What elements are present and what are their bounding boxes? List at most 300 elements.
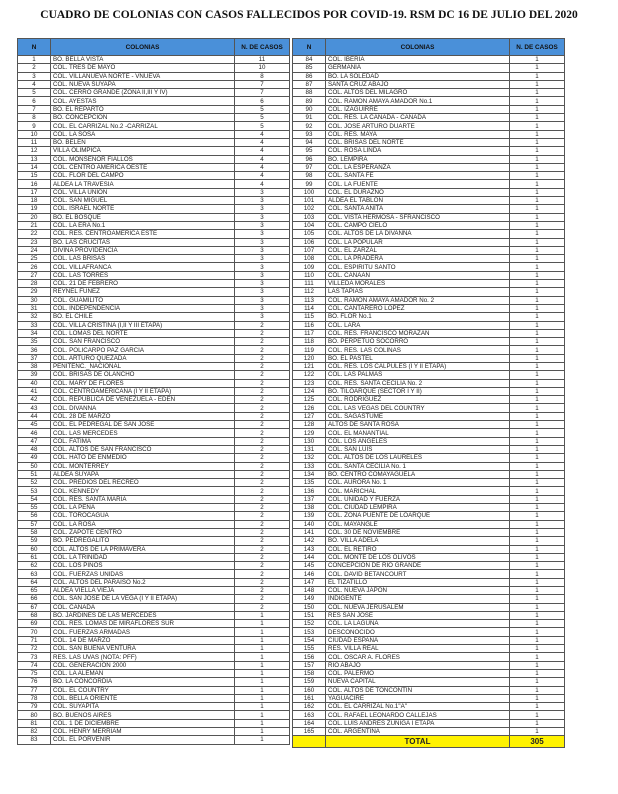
table-row (18, 346, 290, 354)
table-row (18, 230, 290, 238)
row-number: 26 (18, 263, 51, 271)
case-count: 2 (235, 454, 290, 462)
header-n: N (293, 39, 326, 56)
table-row (18, 313, 290, 321)
row-number: 140 (293, 520, 326, 528)
colonia-name: COL. ARGENTINA (326, 728, 510, 736)
colonia-name: COL. RES. LA CAÑADA - CAÑADA (326, 114, 510, 122)
table-row (18, 321, 290, 329)
row-number: 7 (18, 105, 51, 113)
row-number: 149 (293, 595, 326, 603)
table-row (18, 147, 290, 155)
case-count: 2 (235, 412, 290, 420)
row-number: 28 (18, 280, 51, 288)
case-count: 3 (235, 271, 290, 279)
case-count: 4 (235, 130, 290, 138)
row-number: 102 (293, 205, 326, 213)
row-number: 31 (18, 304, 51, 312)
row-number: 34 (18, 329, 51, 337)
colonia-name: COL. POLICARPO PAZ GARCIA (51, 346, 235, 354)
colonia-name: COL. MONTE DE LOS OLIVOS (326, 553, 510, 561)
row-number: 160 (293, 686, 326, 694)
left-table (17, 38, 290, 745)
case-count: 1 (510, 587, 565, 595)
case-count: 1 (510, 122, 565, 130)
table-row (293, 362, 565, 370)
table-row (18, 338, 290, 346)
table-row (293, 686, 565, 694)
case-count: 1 (510, 653, 565, 661)
colonia-name: COL. VILLA UNION (51, 188, 235, 196)
table-row (18, 56, 290, 64)
table-row (293, 528, 565, 536)
colonia-name: COL. LUIS ANDRES ZUNIGA I ETAPA (326, 719, 510, 727)
table-row (18, 64, 290, 72)
case-count: 1 (510, 578, 565, 586)
table-row (18, 661, 290, 669)
case-count: 2 (235, 387, 290, 395)
table-row (18, 396, 290, 404)
colonia-name: BO. EL CHILE (51, 313, 235, 321)
case-count: 3 (235, 213, 290, 221)
case-count: 3 (235, 313, 290, 321)
row-number: 138 (293, 504, 326, 512)
case-count: 1 (510, 130, 565, 138)
case-count: 3 (235, 255, 290, 263)
row-number: 87 (293, 80, 326, 88)
table-row (18, 329, 290, 337)
case-count: 1 (235, 628, 290, 636)
case-count: 1 (510, 304, 565, 312)
case-count: 1 (235, 611, 290, 619)
colonia-name: COL. SANTA CECILIA No. 1 (326, 462, 510, 470)
table-row (293, 105, 565, 113)
table-row (293, 545, 565, 553)
colonia-name: BO. BUENOS AIRES (51, 711, 235, 719)
row-number: 9 (18, 122, 51, 130)
case-count: 1 (510, 64, 565, 72)
table-row (293, 661, 565, 669)
colonia-name: COL. LOS ANGELES (326, 437, 510, 445)
row-number: 152 (293, 620, 326, 628)
table-row (293, 263, 565, 271)
table-row (293, 80, 565, 88)
table-row (293, 238, 565, 246)
colonia-name: ALDEA VIELLA VIEJA (51, 587, 235, 595)
case-count: 1 (510, 719, 565, 727)
case-count: 2 (235, 570, 290, 578)
case-count: 1 (510, 728, 565, 736)
table-row (293, 429, 565, 437)
colonia-name: COL. NUEVA SUYAPA (51, 80, 235, 88)
colonia-name: REYNEL FUNEZ (51, 288, 235, 296)
table-row (18, 404, 290, 412)
colonia-name: BO. PEDREGALITO (51, 537, 235, 545)
colonia-name: COL. EL RETIRO (326, 545, 510, 553)
colonia-name: DIVINA PROVIDENCIA (51, 246, 235, 254)
colonia-name: BO. VILLA ADELA (326, 537, 510, 545)
colonia-name: COL. VILLA CRISTINA (I,II Y III ETAPA) (51, 321, 235, 329)
colonia-name: COL. CANAAN (326, 271, 510, 279)
row-number: 65 (18, 587, 51, 595)
case-count: 1 (510, 562, 565, 570)
table-row (18, 213, 290, 221)
colonia-name: ALDEA SUYAPA (51, 470, 235, 478)
row-number: 14 (18, 163, 51, 171)
case-count: 1 (235, 645, 290, 653)
table-row (18, 354, 290, 362)
row-number: 148 (293, 587, 326, 595)
colonia-name: ALDEA LA TRAVESIA (51, 180, 235, 188)
row-number: 112 (293, 288, 326, 296)
table-row (18, 603, 290, 611)
row-number: 124 (293, 387, 326, 395)
colonia-name: BO. PERPETUO SOCORRO (326, 338, 510, 346)
colonia-name: COL. EL CARRIZAL No.2 -CARRIZAL (51, 122, 235, 130)
colonia-name: COL. OSCAR A. FLORES (326, 653, 510, 661)
colonia-name: RIO ABAJO (326, 661, 510, 669)
case-count: 1 (235, 653, 290, 661)
case-count: 2 (235, 553, 290, 561)
colonia-name: BO. LEMPIRA (326, 155, 510, 163)
colonia-name: COL. LA ERA No.1 (51, 221, 235, 229)
colonia-name: COL. SAGASTUME (326, 412, 510, 420)
table-row (18, 72, 290, 80)
case-count: 1 (235, 694, 290, 702)
row-number: 107 (293, 246, 326, 254)
row-number: 101 (293, 197, 326, 205)
row-number: 150 (293, 603, 326, 611)
row-number: 126 (293, 404, 326, 412)
row-number: 154 (293, 636, 326, 644)
case-count: 2 (235, 537, 290, 545)
row-number: 91 (293, 114, 326, 122)
row-number: 57 (18, 520, 51, 528)
table-row (293, 719, 565, 727)
case-count: 1 (510, 329, 565, 337)
row-number: 156 (293, 653, 326, 661)
table-row (18, 97, 290, 105)
colonia-name: COL. LA PEÑA (51, 504, 235, 512)
table-row (18, 263, 290, 271)
colonia-name: COL. 21 DE FEBRERO (51, 280, 235, 288)
colonia-name: RES SAN JOSE (326, 611, 510, 619)
case-count: 1 (510, 487, 565, 495)
colonia-name: BO. CONCEPCION (51, 114, 235, 122)
row-number: 56 (18, 512, 51, 520)
table-row (18, 479, 290, 487)
case-count: 1 (510, 379, 565, 387)
row-number: 16 (18, 180, 51, 188)
case-count: 2 (235, 404, 290, 412)
table-row (18, 255, 290, 263)
table-row (18, 221, 290, 229)
case-count: 1 (235, 711, 290, 719)
table-row (293, 147, 565, 155)
table-row (293, 379, 565, 387)
case-count: 3 (235, 205, 290, 213)
colonia-name: COL. NUEVA JERUSALEM (326, 603, 510, 611)
table-row (293, 504, 565, 512)
colonia-name: COL. RES. LOS CALPULES (I Y II ETAPA) (326, 362, 510, 370)
table-row (18, 172, 290, 180)
row-number: 92 (293, 122, 326, 130)
colonia-name: BO. JARDINES DE LAS MERCEDES (51, 611, 235, 619)
table-row (293, 64, 565, 72)
case-count: 1 (510, 528, 565, 536)
colonia-name: COL. LA ROSA (51, 520, 235, 528)
case-count: 1 (510, 205, 565, 213)
case-count: 4 (235, 138, 290, 146)
table-row (293, 246, 565, 254)
case-count: 1 (510, 221, 565, 229)
table-row (18, 114, 290, 122)
table-row (293, 454, 565, 462)
row-number: 121 (293, 362, 326, 370)
table-row (293, 412, 565, 420)
case-count: 1 (510, 321, 565, 329)
table-row (18, 437, 290, 445)
table-row (293, 338, 565, 346)
table-row (18, 462, 290, 470)
row-number: 113 (293, 296, 326, 304)
row-number: 78 (18, 694, 51, 702)
table-row (293, 470, 565, 478)
colonia-name: COL. SUYAPITA (51, 703, 235, 711)
case-count: 2 (235, 562, 290, 570)
case-count: 2 (235, 338, 290, 346)
row-number: 22 (18, 230, 51, 238)
colonia-name: COL. MAYANGLE (326, 520, 510, 528)
colonia-name: COL. RES. MAYA (326, 130, 510, 138)
table-row (293, 520, 565, 528)
colonia-name: COL. UNIDAD Y FUERZA (326, 495, 510, 503)
table-row (293, 213, 565, 221)
table-row (293, 578, 565, 586)
header-row (293, 39, 565, 56)
case-count: 1 (510, 711, 565, 719)
colonia-name: COL. EL MANANTIAL (326, 429, 510, 437)
table-row (293, 728, 565, 736)
colonia-name: COL. RAFAEL LEONARDO CALLEJAS (326, 711, 510, 719)
case-count: 1 (510, 188, 565, 196)
row-number: 135 (293, 479, 326, 487)
row-number: 153 (293, 628, 326, 636)
row-number: 90 (293, 105, 326, 113)
table-row (293, 495, 565, 503)
colonia-name: COL. SAN JOSE DE LA VEGA (I Y II ETAPA) (51, 595, 235, 603)
case-count: 1 (235, 719, 290, 727)
row-number: 118 (293, 338, 326, 346)
table-row (293, 512, 565, 520)
row-number: 122 (293, 371, 326, 379)
row-number: 12 (18, 147, 51, 155)
table-row (293, 221, 565, 229)
colonia-name: COL. LOS PINOS (51, 562, 235, 570)
row-number: 119 (293, 346, 326, 354)
case-count: 1 (510, 404, 565, 412)
row-number: 111 (293, 280, 326, 288)
table-row (293, 603, 565, 611)
colonia-name: COL. 28 DE MARZO (51, 412, 235, 420)
row-number: 41 (18, 387, 51, 395)
colonia-name: COL. FUERZAS UNIDAS (51, 570, 235, 578)
colonia-name: COL. ALTOS DE SAN FRANCISCO (51, 445, 235, 453)
table-row (18, 304, 290, 312)
case-count: 4 (235, 163, 290, 171)
table-row (293, 587, 565, 595)
case-count: 1 (510, 155, 565, 163)
colonia-name: COL. TRES DE MAYO (51, 64, 235, 72)
case-count: 1 (510, 105, 565, 113)
case-count: 2 (235, 354, 290, 362)
row-number: 109 (293, 263, 326, 271)
case-count: 3 (235, 296, 290, 304)
colonia-name: COL. LA POPULAR (326, 238, 510, 246)
colonia-name: BO. EL PASTEL (326, 354, 510, 362)
case-count: 1 (510, 611, 565, 619)
colonia-name: COL. DIVANNA (51, 404, 235, 412)
row-number: 50 (18, 462, 51, 470)
row-number: 157 (293, 661, 326, 669)
colonia-name: BO. LA SOLEDAD (326, 72, 510, 80)
row-number: 39 (18, 371, 51, 379)
case-count: 4 (235, 147, 290, 155)
row-number: 162 (293, 703, 326, 711)
case-count: 1 (510, 454, 565, 462)
colonia-name: COL. ALTOS DEL MILAGRO (326, 89, 510, 97)
case-count: 1 (510, 462, 565, 470)
case-count: 3 (235, 230, 290, 238)
row-number: 161 (293, 694, 326, 702)
row-number: 76 (18, 678, 51, 686)
colonia-name: COL. RAMON AMAYA AMADOR No.1 (326, 97, 510, 105)
row-number: 61 (18, 553, 51, 561)
table-row (18, 645, 290, 653)
colonia-name: COL. EL COUNTRY (51, 686, 235, 694)
case-count: 1 (510, 255, 565, 263)
row-number: 95 (293, 147, 326, 155)
table-row (293, 404, 565, 412)
colonia-name: COL. SANTA ANITA (326, 205, 510, 213)
row-number: 36 (18, 346, 51, 354)
row-number: 49 (18, 454, 51, 462)
colonia-name: COL. EL ZARZAL (326, 246, 510, 254)
table-row (293, 620, 565, 628)
colonia-name: COL. RES. SANTA CECILIA No. 2 (326, 379, 510, 387)
table-row (18, 296, 290, 304)
row-number: 3 (18, 72, 51, 80)
table-row (18, 429, 290, 437)
case-count: 1 (235, 636, 290, 644)
table-row (18, 138, 290, 146)
table-row (18, 520, 290, 528)
colonia-name: BO. BELEN (51, 138, 235, 146)
row-number: 120 (293, 354, 326, 362)
case-count: 1 (510, 495, 565, 503)
row-number: 30 (18, 296, 51, 304)
right-table (292, 38, 565, 748)
colonia-name: LAS TAPIAS (326, 288, 510, 296)
colonia-name: COL. ROSA LINDA (326, 147, 510, 155)
row-number: 75 (18, 669, 51, 677)
case-count: 2 (235, 462, 290, 470)
row-number: 13 (18, 155, 51, 163)
colonia-name: COL. 1 DE DICIEMBRE (51, 719, 235, 727)
row-number: 164 (293, 719, 326, 727)
colonia-name: COL. ESPIRITU SANTO (326, 263, 510, 271)
table-row (18, 238, 290, 246)
row-number: 105 (293, 230, 326, 238)
case-count: 3 (235, 197, 290, 205)
colonia-name: COL. LAS PALMAS (326, 371, 510, 379)
case-count: 2 (235, 445, 290, 453)
row-number: 125 (293, 396, 326, 404)
row-number: 151 (293, 611, 326, 619)
colonia-name: COL. IZAGUIRRE (326, 105, 510, 113)
table-row (18, 545, 290, 553)
table-row (18, 628, 290, 636)
row-number: 85 (293, 64, 326, 72)
row-number: 100 (293, 188, 326, 196)
row-number: 17 (18, 188, 51, 196)
case-count: 2 (235, 495, 290, 503)
row-number: 163 (293, 711, 326, 719)
colonia-name: COL. VISTA HERMOSA - SFRANCISCO (326, 213, 510, 221)
colonia-name: BO. EL BOSQUE (51, 213, 235, 221)
colonia-name: COL. REPUBLICA DE VENEZUELA - EDEN (51, 396, 235, 404)
row-number: 88 (293, 89, 326, 97)
row-number: 86 (293, 72, 326, 80)
case-count: 2 (235, 346, 290, 354)
table-row (293, 89, 565, 97)
table-row (18, 89, 290, 97)
colonia-name: COL. TOROCAGUA (51, 512, 235, 520)
table-row (18, 155, 290, 163)
case-count: 1 (235, 669, 290, 677)
table-row (18, 495, 290, 503)
table-row (18, 553, 290, 561)
colonia-name: ALDEA EL TABLON (326, 197, 510, 205)
table-row (18, 470, 290, 478)
case-count: 2 (235, 396, 290, 404)
table-row (293, 188, 565, 196)
table-row (293, 172, 565, 180)
colonia-name: COL. AYESTAS (51, 97, 235, 105)
table-row (18, 421, 290, 429)
case-count: 1 (510, 296, 565, 304)
case-count: 1 (510, 520, 565, 528)
case-count: 1 (510, 197, 565, 205)
row-number: 106 (293, 238, 326, 246)
case-count: 2 (235, 603, 290, 611)
right-table-body (293, 56, 565, 748)
colonia-name: COL. PREDIOS DEL RECREO (51, 479, 235, 487)
row-number: 144 (293, 553, 326, 561)
colonia-name: COL. RES. SANTA MARIA (51, 495, 235, 503)
table-row (293, 354, 565, 362)
table-row (293, 421, 565, 429)
case-count: 3 (235, 304, 290, 312)
table-row (18, 454, 290, 462)
row-number: 54 (18, 495, 51, 503)
row-number: 115 (293, 313, 326, 321)
colonia-name: EL TIZATILLO (326, 578, 510, 586)
case-count: 4 (235, 180, 290, 188)
row-number: 8 (18, 114, 51, 122)
table-row (18, 537, 290, 545)
case-count: 1 (235, 728, 290, 736)
